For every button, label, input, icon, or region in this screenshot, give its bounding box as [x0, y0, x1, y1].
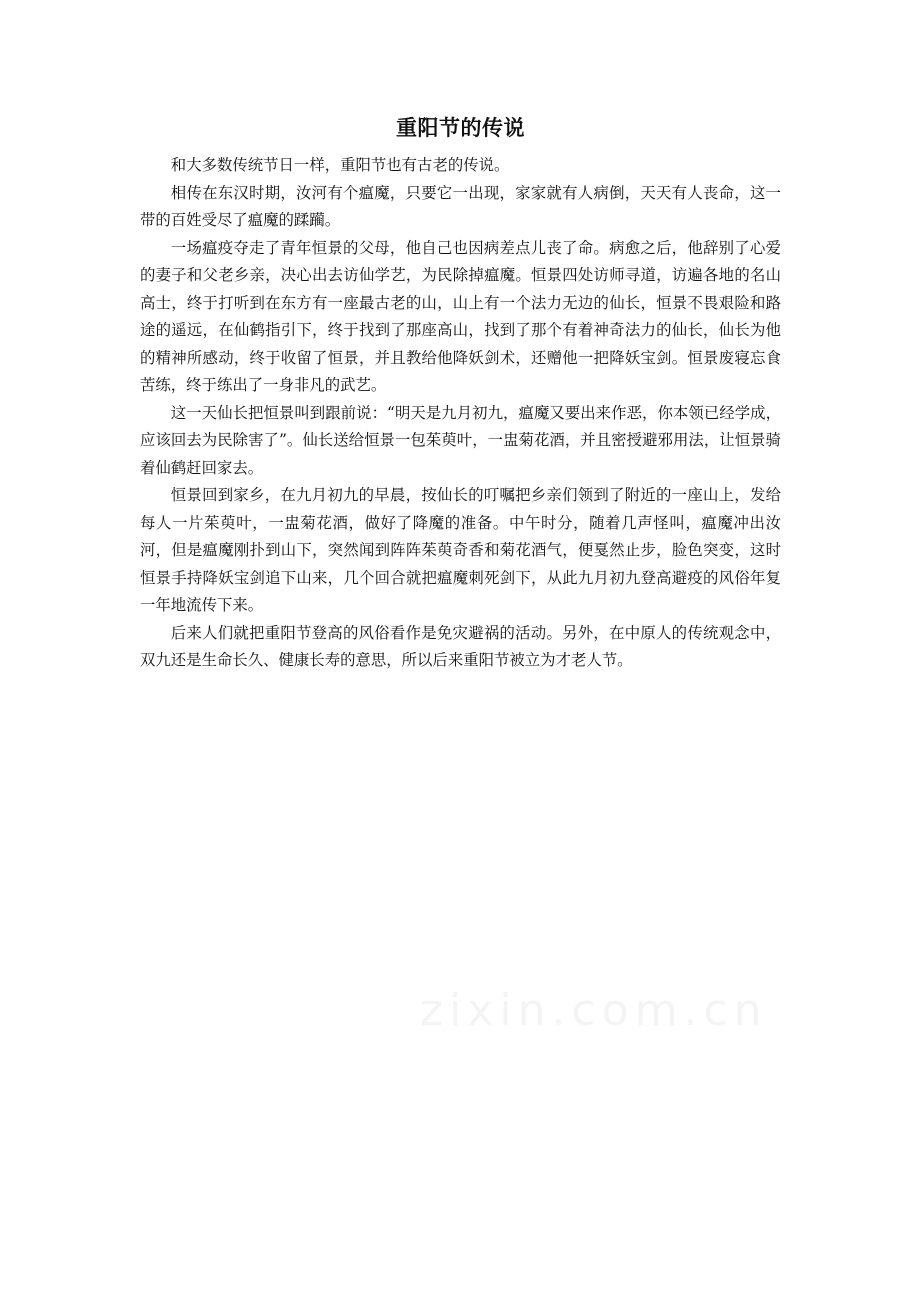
- paragraph-4: 这一天仙长把恒景叫到跟前说：“明天是九月初九，瘟魔又要出来作恶，你本领已经学成，应该回去为民除害了”。仙长送给恒景一包茱萸叶，一盅菊花酒，并且密授避邪用法，让恒景骑着仙鹤赶回家去。: [140, 403, 781, 477]
- document-title: 重阳节的传说: [396, 116, 525, 140]
- paragraph-3: 一场瘟疫夺走了青年恒景的父母，他自己也因病差点儿丧了命。病愈之后，他辞别了心爱的妻子和父老乡亲，决心出去访仙学艺，为民除掉瘟魔。恒景四处访师寻道，访遍各地的名山高士，终于打听到在东方有一座最古老的山，山上有一个法力无边的仙长，恒景不畏艰险和路途的遥远，在仙鹤指引下，终于找到了那座高山，找到了那个有着神奇法力的仙长，仙长为他的精神所感动，终于收留了恒景，并且教给他降妖剑术，还赠他一把降妖宝剑。恒景废寝忘食苦练，终于练出了一身非凡的武艺。: [140, 238, 781, 394]
- document-body: [140, 112, 781, 675]
- paragraph-1: 和大多数传统节日一样，重阳节也有古老的传说。: [170, 156, 510, 174]
- paragraph-6: 后来人们就把重阳节登高的风俗看作是免灾避祸的活动。另外，在中原人的传统观念中，双九还是生命长久、健康长寿的意思，所以后来重阳节被立为才老人节。: [140, 623, 781, 669]
- paragraph-5: 恒景回到家乡，在九月初九的早晨，按仙长的叮嘱把乡亲们领到了附近的一座山上，发给每人一片茱萸叶，一盅菊花酒，做好了降魔的准备。中午时分，随着几声怪叫，瘟魔冲出汝河，但是瘟魔刚扑到山下，突然闻到阵阵茱萸奇香和菊花酒气，便戛然止步，脸色突变，这时恒景手持降妖宝剑追下山来，几个回合就把瘟魔刺死剑下，从此九月初九登高避疫的风俗年复一年地流传下来。: [140, 486, 781, 614]
- paragraph-2: 相传在东汉时期，汝河有个瘟魔，只要它一出现，家家就有人病倒，天天有人丧命，这一带的百姓受尽了瘟魔的蹂躏。: [140, 183, 781, 229]
- watermark-text: [420, 985, 768, 1036]
